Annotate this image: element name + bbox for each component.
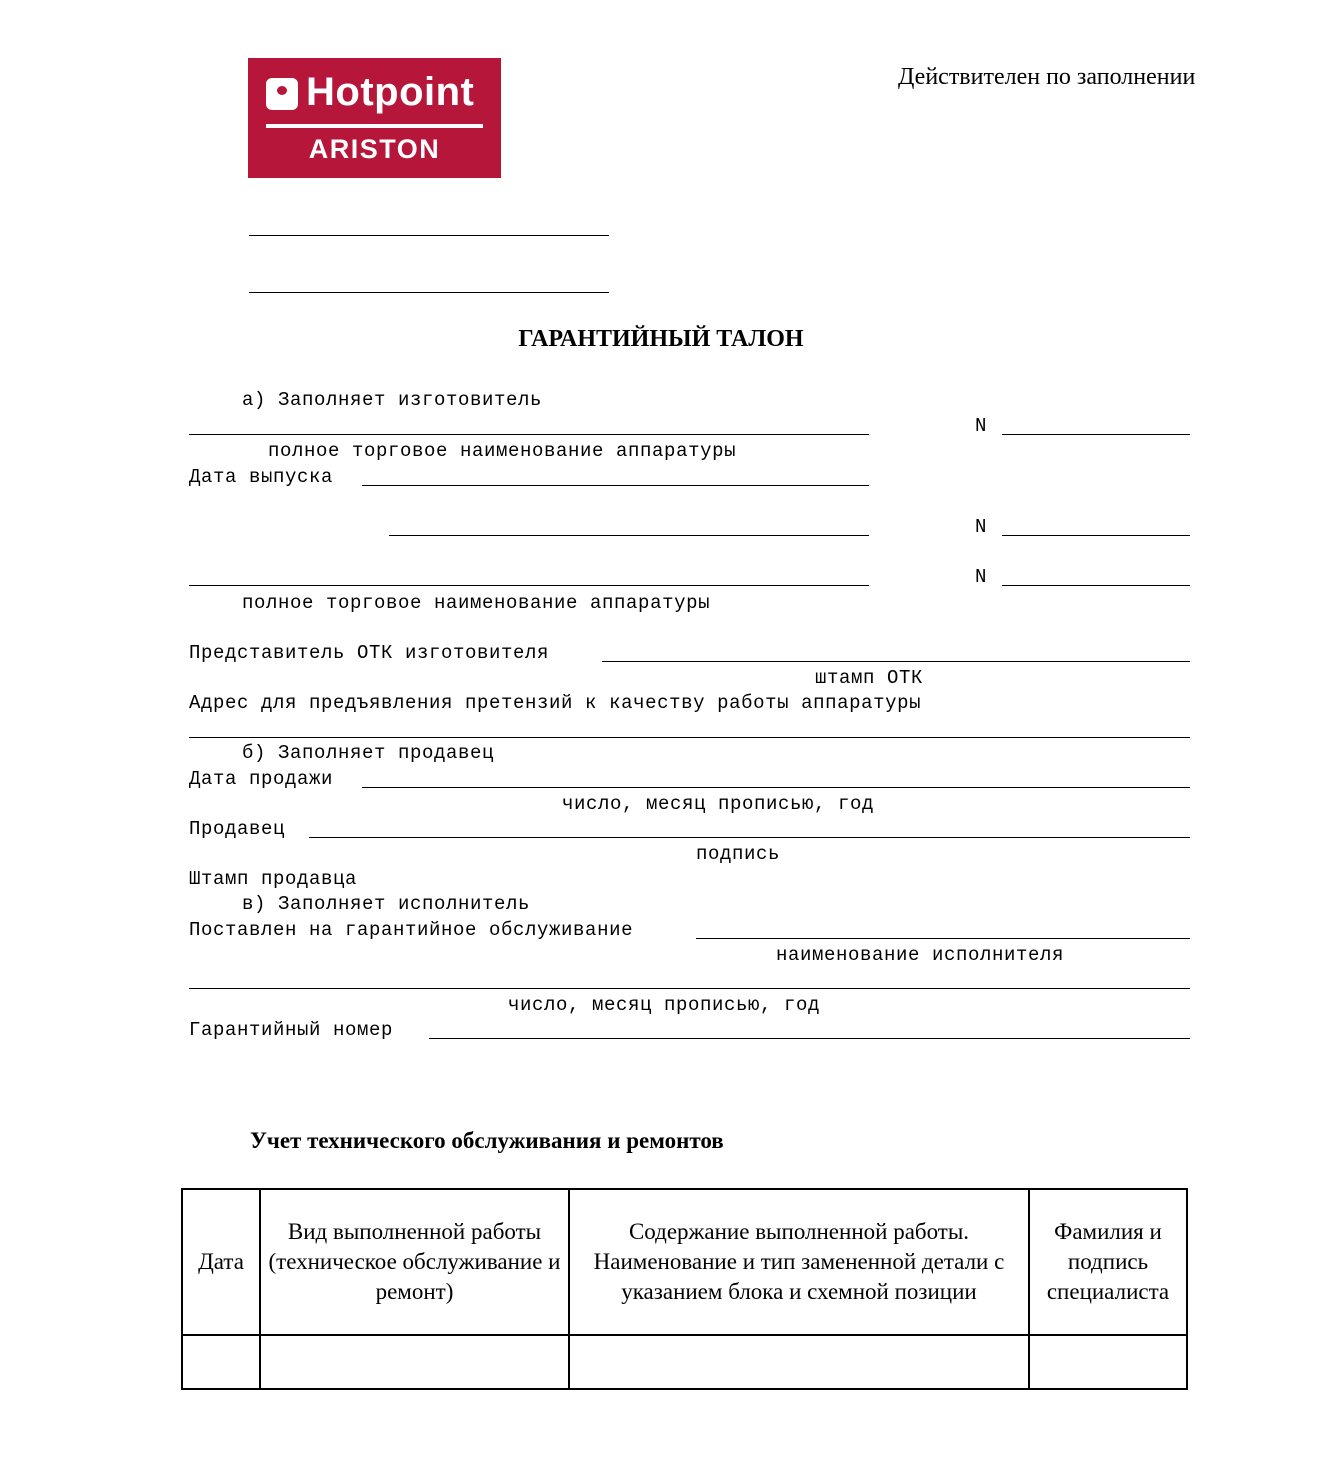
warranty-no-label: Гарантийный номер — [189, 1019, 394, 1041]
date-hint-1: число, месяц прописью, год — [562, 793, 875, 815]
product-name-line-1 — [189, 434, 869, 435]
signature-hint: подпись — [696, 843, 781, 865]
qc-stamp-hint: штамп ОТК — [815, 667, 924, 689]
qc-rep-line — [602, 661, 1190, 662]
section-c-heading: в) Заполняет исполнитель — [242, 893, 531, 915]
no-mark-2: N — [975, 516, 988, 538]
cell-work-content[interactable] — [569, 1335, 1029, 1389]
warranty-no-line — [429, 1038, 1190, 1039]
service-reg-line — [696, 938, 1190, 939]
records-table — [181, 1188, 1188, 1390]
table-row — [182, 1335, 1187, 1389]
no-mark-3: N — [975, 566, 988, 588]
seller-line — [309, 837, 1190, 838]
release-date-label: Дата выпуска — [189, 466, 334, 488]
records-header-row — [182, 1189, 1187, 1335]
sale-date-label: Дата продажи — [189, 768, 334, 790]
cell-specialist[interactable] — [1029, 1335, 1187, 1389]
sale-date-line — [362, 787, 1190, 788]
number-line-1 — [1002, 434, 1190, 435]
product-line-2 — [389, 535, 869, 536]
seller-label: Продавец — [189, 818, 286, 840]
seller-stamp-label: Штамп продавца — [189, 868, 358, 890]
col-work-type-header: Вид выполненной работы (техническое обслуживание и ремонт) — [260, 1189, 569, 1335]
hotpoint-ariston-logo — [248, 58, 501, 178]
logo-divider — [266, 124, 483, 128]
section-a-heading: а) Заполняет изготовитель — [242, 389, 543, 411]
product-name-hint-2: полное торговое наименование аппаратуры — [242, 592, 711, 614]
section-b-heading: б) Заполняет продавец — [242, 742, 495, 764]
service-reg-label: Поставлен на гарантийное обслуживание — [189, 919, 634, 941]
blank-line-top-2 — [249, 292, 609, 293]
executor-hint: наименование исполнителя — [776, 944, 1065, 966]
cell-date[interactable] — [182, 1335, 260, 1389]
release-date-line — [362, 485, 869, 486]
claims-address-label: Адрес для предъявления претензий к качеству работы аппаратуры — [189, 692, 922, 714]
no-mark-1: N — [975, 415, 988, 437]
number-line-3 — [1002, 585, 1190, 586]
col-work-content-header: Содержание выполненной работы. Наименование и тип замененной детали с указанием блока и схемной позиции — [569, 1189, 1029, 1335]
col-specialist-header: Фамилия и подпись специалиста — [1029, 1189, 1187, 1335]
logo-sub: ARISTON — [308, 134, 441, 164]
date-hint-2: число, месяц прописью, год — [508, 994, 821, 1016]
qc-rep-label: Представитель ОТК изготовителя — [189, 642, 550, 664]
validity-note: Действителен по заполнении — [898, 64, 1196, 90]
product-name-line-3 — [189, 585, 869, 586]
product-name-hint-1: полное торговое наименование аппаратуры — [268, 440, 737, 462]
col-date-header: Дата — [182, 1189, 260, 1335]
number-line-2 — [1002, 535, 1190, 536]
service-date-line — [189, 988, 1190, 989]
blank-line-top-1 — [249, 235, 609, 236]
page-title: ГАРАНТИЙНЫЙ ТАЛОН — [518, 326, 804, 352]
logo-brand: Hotpoint — [306, 70, 475, 114]
cell-work-type[interactable] — [260, 1335, 569, 1389]
claims-address-line — [189, 737, 1190, 738]
records-title: Учет технического обслуживания и ремонтов — [250, 1128, 724, 1153]
logo-mark-icon — [266, 78, 298, 110]
